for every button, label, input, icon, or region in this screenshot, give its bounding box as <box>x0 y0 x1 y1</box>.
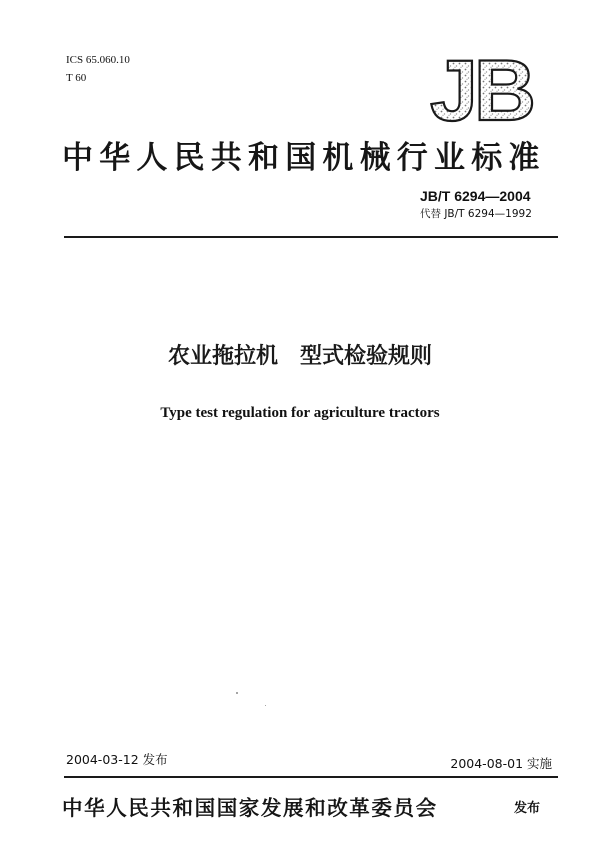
document-title-chinese: 农业拖拉机 型式检验规则 <box>167 344 432 369</box>
jb-logo-icon <box>428 50 538 126</box>
ics-number: ICS 65.060.10 <box>66 54 130 66</box>
document-title-english: Type test regulation for agriculture tractors <box>160 405 440 421</box>
scan-speck <box>265 705 266 706</box>
svg-text:JB: JB <box>430 50 532 126</box>
standard-body-title: 中华人民共和国机械行业标准 <box>62 140 546 176</box>
effective-date: 2004-08-01 实施 <box>450 756 552 771</box>
classification-code: T 60 <box>66 72 87 84</box>
issue-date: 2004-03-12 发布 <box>66 752 168 767</box>
publisher-name: 中华人民共和国国家发展和改革委员会 <box>62 796 438 820</box>
standard-code: JB/T 6294—2004 <box>420 188 531 204</box>
publish-label: 发布 <box>514 801 541 816</box>
footer-divider <box>64 776 558 778</box>
header-divider <box>64 236 558 238</box>
scan-speck <box>236 692 238 694</box>
replaces-standard: 代替 JB/T 6294—1992 <box>420 208 532 220</box>
jb-logo <box>428 50 538 126</box>
